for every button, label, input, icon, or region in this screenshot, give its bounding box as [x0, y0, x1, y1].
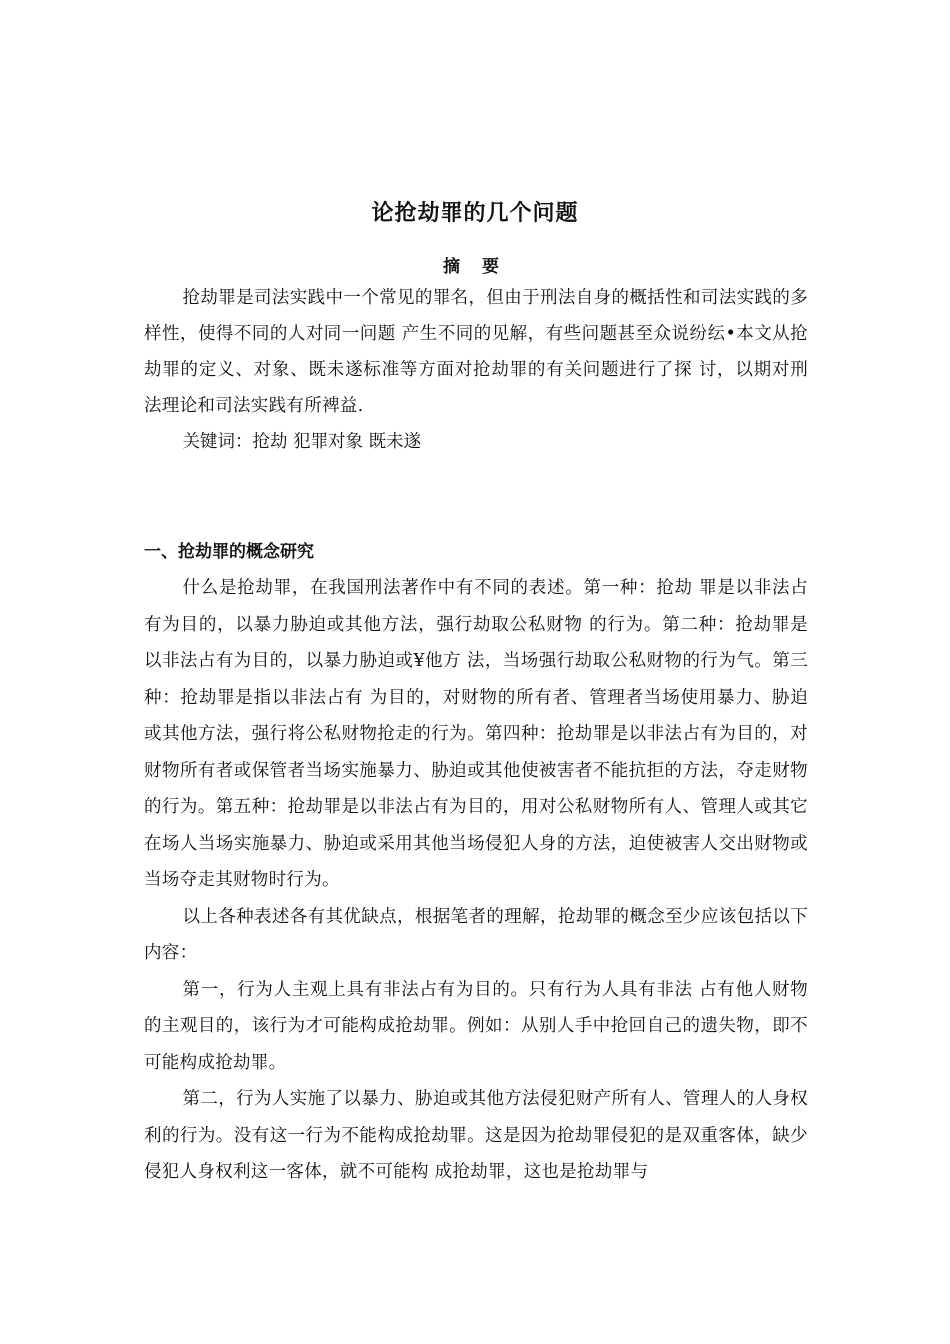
body-paragraph: 什么是抢劫罪，在我国刑法著作中有不同的表述。第一种：抢劫 罪是以非法占有为目的，以暴力胁迫或其他方法，强行劫取公私财物 的行为。第二种：抢劫罪是以非法占有为目的，以暴力胁迫或¥他方 法，当场强行劫取公私财物的行为气。第三种：抢劫罪是指以非法占有 为目的，对财物的所有者、管理者当场使用暴力、胁迫或其他方法，强行将公私财物抢走的行为。第四种：抢劫罪是以非法占有为目的，对 财物所有者或保管者当场实施暴力、胁迫或其他使被害者不能抗拒的方法，夺走财物的行为。第五种：抢劫罪是以非法占有为目的，用对公私财物所有人、管理人或其它在场人当场实施暴力、胁迫或采用其他当场侵犯人身的方法，迫使被害人交出财物或当场夺走其财物时行为。 — [144, 578, 808, 890]
abstract-paragraph: 抢劫罪是司法实践中一个常见的罪名，但由于刑法自身的概括性和司法实践的多样性，使得不同的人对同一问题 产生不同的见解，有些问题甚至众说纷纭•本文从抢劫罪的定义、对象、既未遂标准等方面对抢劫罪的有关问题进行了探 讨，以期对刑法理论和司法实践有所裨益. — [144, 288, 808, 416]
keywords-label: 关键词： — [182, 432, 253, 452]
document-title: 论抢劫罪的几个问题 — [371, 201, 579, 226]
body-paragraph: 第一，行为人主观上具有非法占有为目的。只有行为人具有非法 占有他人财物的主观目的，该行为才可能构成抢劫罪。例如：从别人手中抢回自己的遗失物，即不可能构成抢劫罪。 — [144, 979, 808, 1073]
body-paragraph: 第二，行为人实施了以暴力、胁迫或其他方法侵犯财产所有人、管理人的人身权利的行为。没有这一行为不能构成抢劫罪。这是因为抢劫罪侵犯的是双重客体，缺少侵犯人身权利这一客体，就不可能构 成抢劫罪，这也是抢劫罪与 — [144, 1089, 808, 1182]
abstract-block — [144, 280, 808, 460]
body-paragraph: 以上各种表述各有其优缺点，根据笔者的理解，抢劫罪的概念至少应该包括以下内容： — [144, 906, 808, 963]
abstract-heading: 摘 要 — [443, 257, 507, 277]
section-heading: 一、抢劫罪的概念研究 — [144, 542, 314, 562]
keywords-line — [144, 424, 808, 460]
section-1 — [144, 534, 808, 1191]
keywords-text: 抢劫 犯罪对象 既未遂 — [252, 432, 422, 452]
